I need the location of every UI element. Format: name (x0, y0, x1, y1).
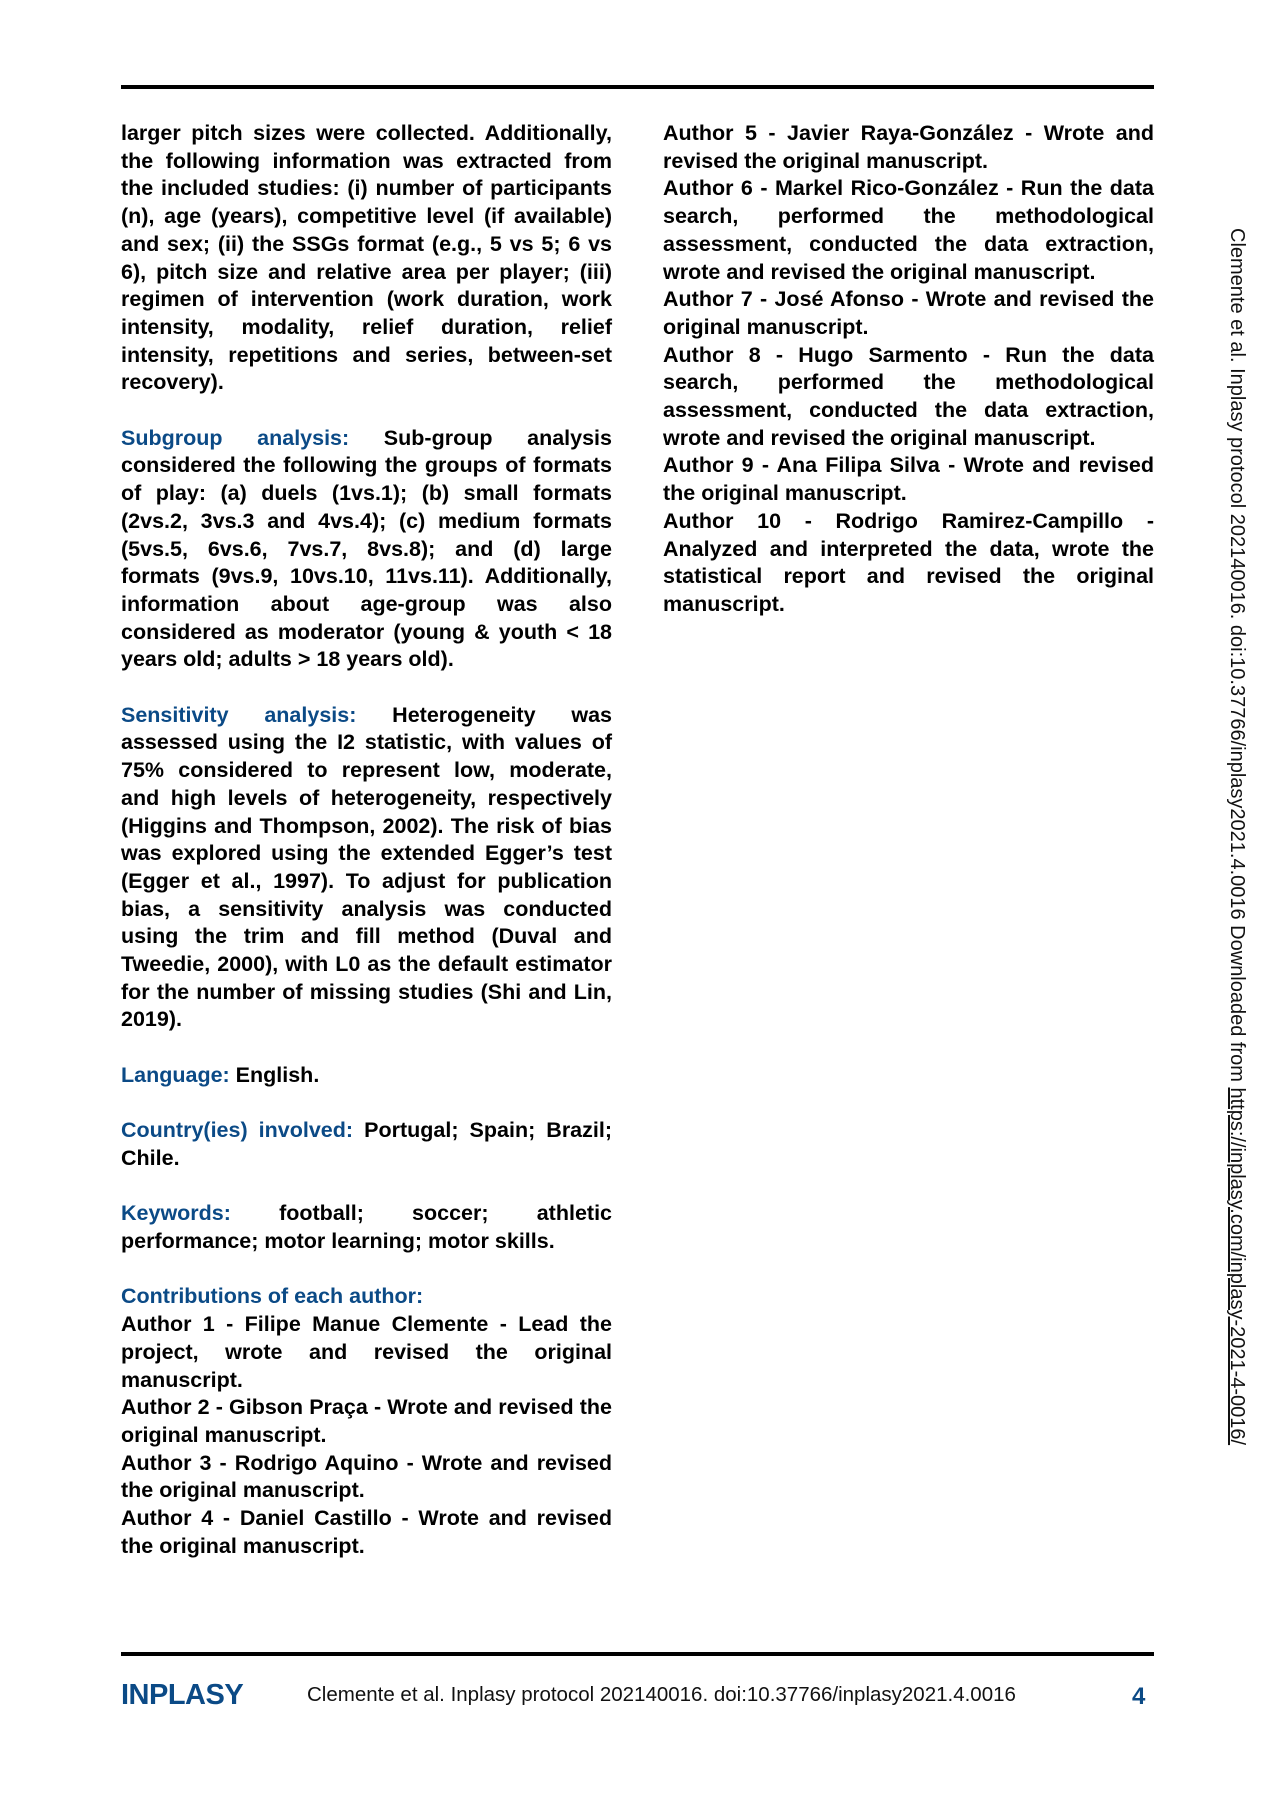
sensitivity-analysis-label: Sensitivity analysis: (121, 702, 357, 727)
language-text: English. (229, 1062, 320, 1087)
sensitivity-analysis-section (121, 702, 612, 1034)
author-contribution: Author 6 - Markel Rico-González - Run the data search, performed the methodological assessment, conducted the data extraction, wrote and revised the original manuscript. (663, 176, 1154, 284)
right-column (663, 120, 1154, 619)
subgroup-analysis-text: Sub-group analysis considered the following the groups of formats of play: (a) duels (1vs.1); (b) small formats (2vs.2, 3vs.3 and 4vs.4); (c) medium formats (5vs.5, 6vs.6, 7vs.7, 8vs.8); and (d) large formats (9vs.9, 10vs.10, 11vs.11). Additionally, information about age-group was also considered as moderator (young & youth < 18 years old; adults > 18 years old). (121, 425, 612, 672)
download-link[interactable]: https://inplasy.com/inplasy-2021-4-0016/ (1226, 1087, 1248, 1446)
page-number: 4 (1132, 1683, 1146, 1710)
author-contribution: Author 5 - Javier Raya-González - Wrote and revised the original manuscript. (663, 121, 1154, 173)
author-contribution: Author 4 - Daniel Castillo - Wrote and revised the original manuscript. (121, 1506, 612, 1558)
countries-section (121, 1117, 612, 1172)
author-contribution: Author 7 - José Afonso - Wrote and revised the original manuscript. (663, 287, 1154, 339)
footer-rule (121, 1652, 1154, 1656)
subgroup-analysis-section (121, 425, 612, 674)
contributions-label: Contributions of each author: (121, 1284, 424, 1309)
language-label: Language: (121, 1062, 230, 1087)
countries-text: Portugal; Spain; Brazil; Chile. (121, 1118, 613, 1170)
language-section (121, 1062, 612, 1090)
author-contribution: Author 10 - Rodrigo Ramirez-Campillo - Analyzed and interpreted the data, wrote the statistical report and revised the original manuscript. (663, 508, 1154, 616)
header-rule (121, 85, 1154, 89)
contributions-section (121, 1283, 612, 1560)
keywords-text: football; soccer; athletic performance; motor learning; motor skills. (121, 1201, 612, 1254)
author-contribution: Author 9 - Ana Filipa Silva - Wrote and revised the original manuscript. (663, 453, 1154, 506)
keywords-section (121, 1200, 612, 1255)
author-contribution: Author 3 - Rodrigo Aquino - Wrote and revised the original manuscript. (121, 1450, 612, 1503)
side-download-note (1225, 228, 1248, 1445)
footer-brand-logo: INPLASY (121, 1679, 244, 1711)
author-contribution: Author 1 - Filipe Manue Clemente - Lead the project, wrote and revised the original manuscript. (121, 1312, 612, 1392)
intro-paragraph: larger pitch sizes were collected. Additionally, the following information was extracted from the included studies: (i) number of participants (n), age (years), competitive level (if available) and sex; (ii) the SSGs format (e.g., 5 vs 5; 6 vs 6), pitch size and relative area per player; (iii) regimen of intervention (work duration, work intensity, modality, relief duration, relief intensity, repetitions and series, between-set recovery). (121, 121, 612, 395)
side-note-text: Clemente et al. Inplasy protocol 202140016. doi:10.37766/inplasy2021.4.0016 Downloaded from (1226, 228, 1248, 1088)
author-contribution: Author 8 - Hugo Sarmento - Run the data search, performed the methodological assessment, conducted the data extraction, wrote and revised the original manuscript. (663, 342, 1154, 450)
countries-label: Country(ies) involved: (121, 1118, 354, 1143)
left-column (121, 120, 612, 1560)
sensitivity-analysis-text: Heterogeneity was assessed using the I2 statistic, with values of 75% considered to represent low, moderate, and high levels of heterogeneity, respectively (Higgins and Thompson, 2002). The risk of bias was explored using the extended Egger’s test (Egger et al., 1997). To adjust for publication bias, a sensitivity analysis was conducted using the trim and fill method (Duval and Tweedie, 2000), with L0 as the default estimator for the number of missing studies (Shi and Lin, 2019). (121, 702, 612, 1032)
author-contribution: Author 2 - Gibson Praça - Wrote and revised the original manuscript. (121, 1395, 612, 1447)
subgroup-analysis-label: Subgroup analysis: (121, 425, 350, 450)
keywords-label: Keywords: (121, 1201, 231, 1226)
footer-citation: Clemente et al. Inplasy protocol 202140016. doi:10.37766/inplasy2021.4.0016 (307, 1683, 1016, 1706)
